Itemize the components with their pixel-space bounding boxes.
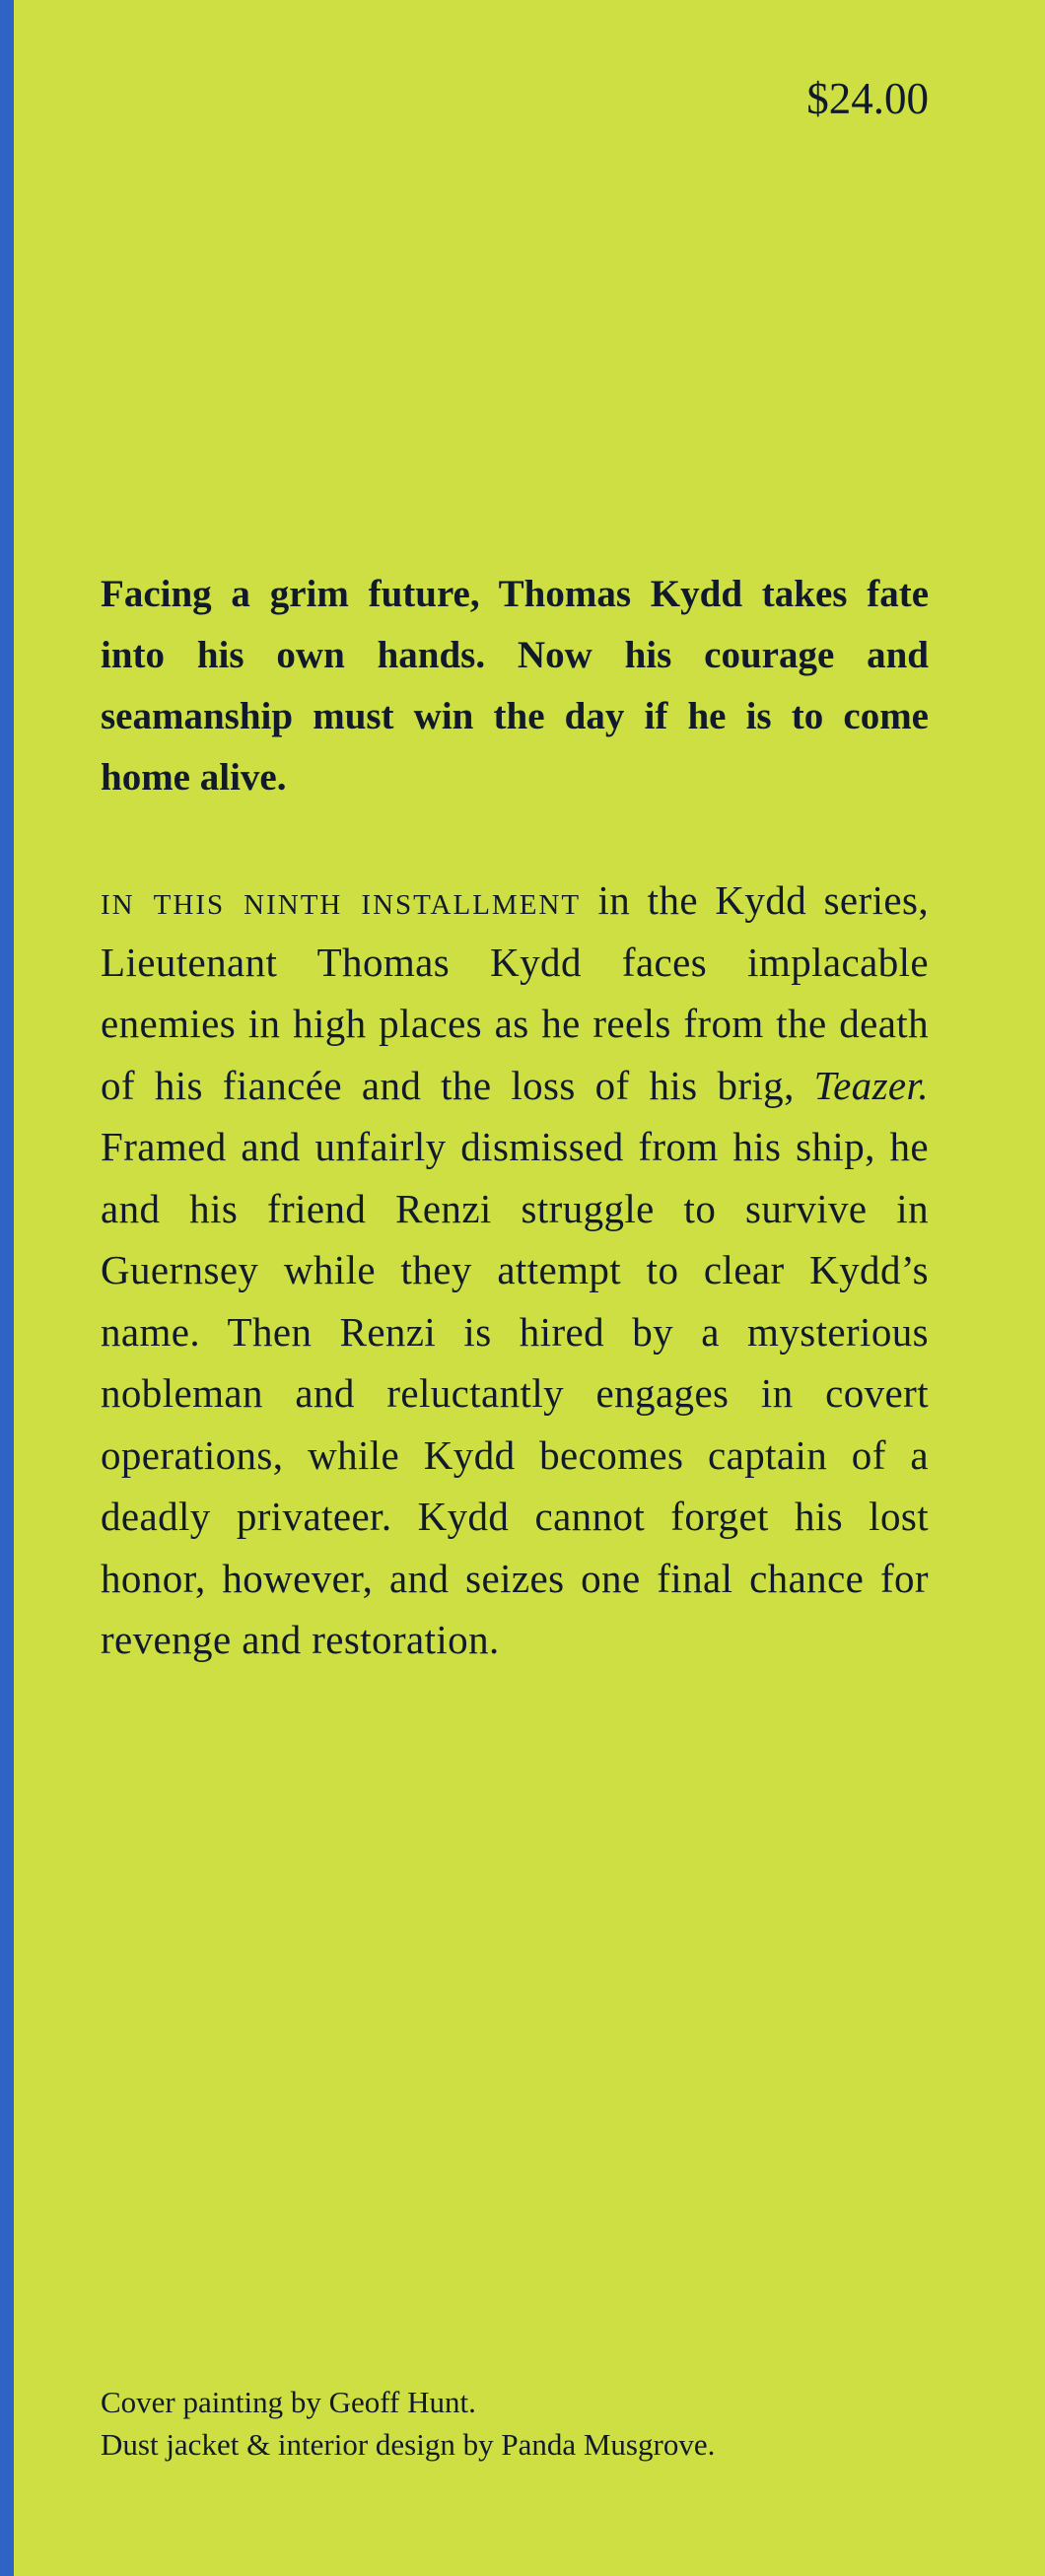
blurb-text-part1: in the Kydd series, Lieutenant Thomas Kydd faces implacable enemies in high places as he reels from the death of his fiancée and the loss of his brig, — [101, 877, 929, 1108]
price-label: $24.00 — [806, 74, 929, 123]
blurb-lead-in: in this ninth installment — [101, 877, 582, 923]
blurb-paragraph — [101, 870, 929, 1671]
credit-jacket-design: Dust jacket & interior design by Panda Musgrove. — [101, 2427, 716, 2462]
credit-cover-painting: Cover painting by Geoff Hunt. — [101, 2385, 476, 2419]
blurb-text-part2: Framed and unfairly dismissed from his ship, he and his friend Renzi struggle to survive in Guernsey while they attempt to clear Kydd’s name. Then Renzi is hired by a mysterious nobleman and reluctantly engages in covert operations, while Kydd becomes captain of a deadly privateer. Kydd cannot forget his lost honor, however, and seizes one final chance for revenge and restoration. — [101, 1124, 929, 1662]
ship-name: Teazer. — [813, 1062, 929, 1108]
spine-stripe — [0, 0, 14, 2576]
credits — [101, 2381, 715, 2466]
tagline: Facing a grim future, Thomas Kydd takes fate into his own hands. Now his courage and seamanship must win the day if he is to come home alive. — [101, 573, 929, 799]
flap-copy — [101, 564, 929, 1671]
